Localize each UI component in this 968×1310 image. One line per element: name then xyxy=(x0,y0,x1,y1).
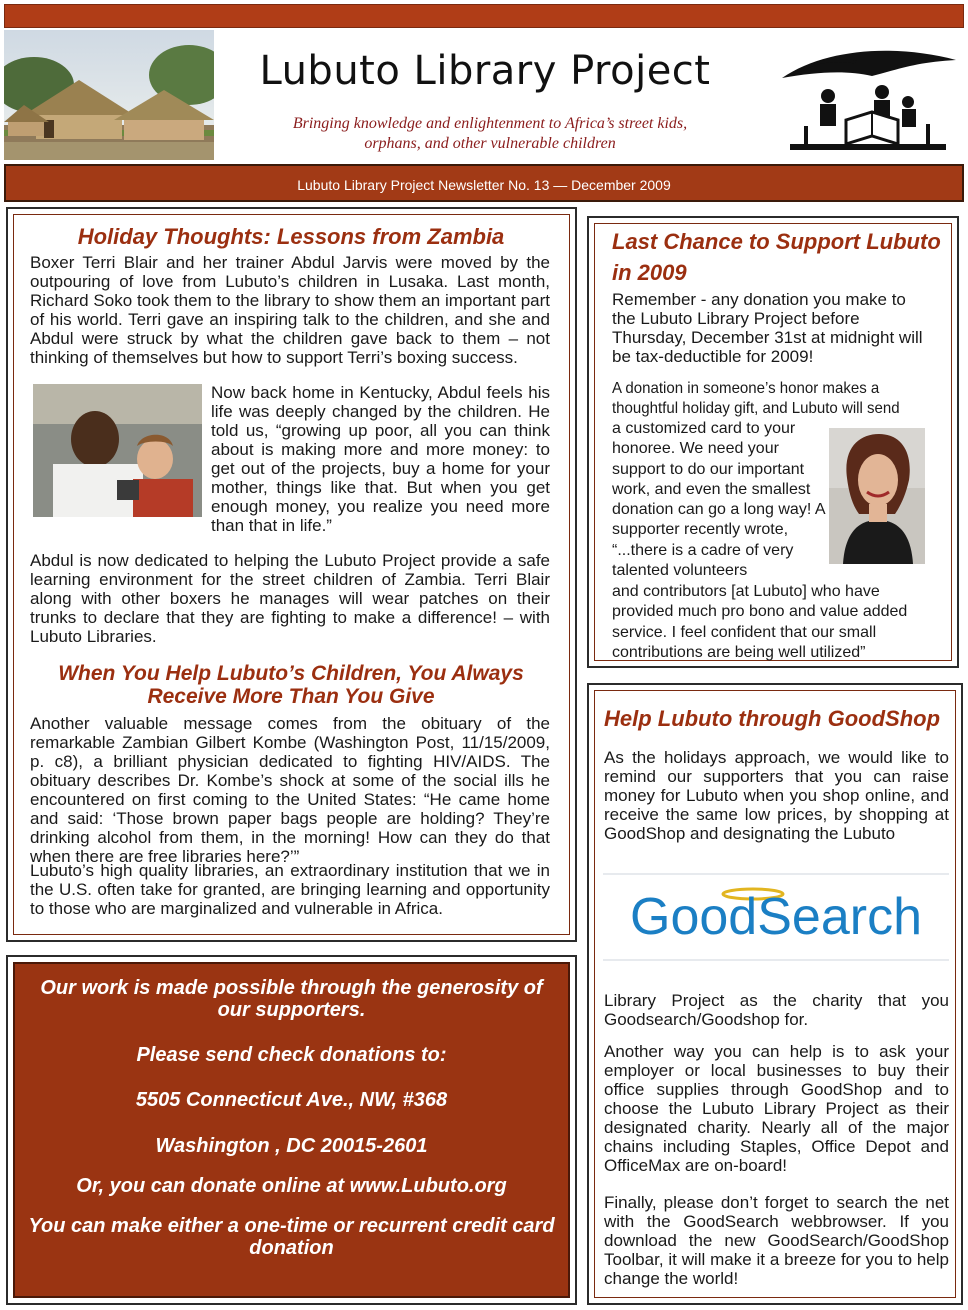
receive-more-heading-line-2: Receive More Than You Give xyxy=(147,685,435,708)
receive-more-para-2: Lubuto’s high quality libraries, an extraordinary institution that we in the U.S. often take for granted, are bringing learning and opportunity to those who are marginalized and vulnerable in Africa. xyxy=(30,861,550,918)
donation-address-street: 5505 Connecticut Ave., NW, #368 xyxy=(135,1089,448,1111)
donation-mail-instructions: Please send check donations to: xyxy=(136,1044,447,1066)
receive-more-para-1: Another valuable message comes from the obituary of the remarkable Zambian Gilbert Kombe (Washington Post, 11/15/2009, p. c8), a brilliant physician dedicated to fighting HIV/AIDS. The obituary describes Dr. Kombe’s shock at some of the social ills he encountered on first coming to the United States: “He came home and said: ‘Those brown paper bags people are holding? They’re drinking alcohol from them, in the morning! How can they do that when there are free libraries here?’” xyxy=(30,714,550,866)
donation-online-text: Or, you can donate online at www.Lubuto.org xyxy=(76,1175,507,1197)
boxer-and-trainer-photo xyxy=(33,384,202,517)
last-chance-para-2-end: and contributors [at Lubuto] who have provided much pro bono and value added service. I feel confident that our small contributions are being well utilized” xyxy=(612,583,908,661)
header-top-bar xyxy=(4,4,964,28)
lubuto-logo-icon xyxy=(776,40,960,158)
receive-more-heading xyxy=(20,662,562,708)
last-chance-para-2-wrap: a customized card to your honoree. We need your support to do our important work, and even the smallest donation can go a long way! A supporter recently wrote, “...there is a cadre of very talented volunteers xyxy=(612,420,825,580)
holiday-thoughts-para-1: Boxer Terri Blair and her trainer Abdul Jarvis were moved by the outpouring of love from Lubuto’s children in Lusaka. Last month, Richard Soko took them to the library to show them an important part of his world. Terri gave an inspiring talk to the children, and she and Abdul were struck by what the children gave back to them – not thinking of themselves but how to support Terri’s boxing success. xyxy=(30,253,550,367)
library-huts-photo xyxy=(4,30,214,160)
last-chance-heading-line-2: in 2009 xyxy=(612,260,687,285)
donation-credit-card-line-1: You can make either a one-time or recurrent credit card xyxy=(28,1215,555,1237)
goodshop-heading: Help Lubuto through GoodShop xyxy=(604,706,941,731)
newsletter-title: Lubuto Library Project xyxy=(259,48,711,94)
last-chance-para-2-line-1: A donation in someone’s honor makes a xyxy=(612,380,880,397)
goodsearch-logo xyxy=(603,872,949,962)
donation-thanks-line-2: our supporters. xyxy=(217,999,366,1021)
holiday-thoughts-para-3: Abdul is now dedicated to helping the Lubuto Project provide a safe learning environment for the street children of Zambia. Terri Blair along with other boxers he manages will wear patches on their trunks to declare that they are fighting to make a difference! – with Lubuto Libraries. xyxy=(30,551,550,646)
last-chance-heading-line-1: Last Chance to Support Lubuto xyxy=(612,229,941,254)
newsletter-issue-bar: Lubuto Library Project Newsletter No. 13 — December 2009 xyxy=(4,164,964,202)
donation-panel xyxy=(13,962,570,1298)
last-chance-para-2 xyxy=(612,379,922,420)
goodsearch-logo-text: GoodSearch xyxy=(630,888,922,946)
donation-credit-card-line-2: donation xyxy=(249,1237,334,1259)
donation-address-city: Washington , DC 20015-2601 xyxy=(155,1135,428,1157)
goodshop-para-3: Another way you can help is to ask your employer or local businesses to buy their office supplies through GoodShop and to choose the Lubuto Library Project as their designated charity. Nearly all of the major chains including Staples, Office Depot and OfficeMax are on-board! xyxy=(604,1042,949,1175)
receive-more-heading-line-1: When You Help Lubuto’s Children, You Always xyxy=(58,662,524,685)
goodshop-para-2: Library Project as the charity that you Goodsearch/Goodshop for. xyxy=(604,991,949,1029)
tagline-line-1: Bringing knowledge and enlightenment to Africa’s street kids, xyxy=(292,115,688,132)
supporter-portrait-photo xyxy=(829,428,925,564)
goodshop-para-1: As the holidays approach, we would like to remind our supporters that you can raise money for Lubuto when you shop online, and receive the same low prices, by shopping at GoodShop and designating the Lubuto xyxy=(604,748,949,843)
last-chance-heading xyxy=(612,226,952,288)
last-chance-para-2-line-2: thoughtful holiday gift, and Lubuto will send xyxy=(612,400,900,418)
goodshop-para-4: Finally, please don’t forget to search the net with the GoodSearch webbrowser. If you download the new GoodSearch/GoodShop Toolbar, it will make it a breeze for you to help change the world! xyxy=(604,1193,949,1288)
donation-thanks-line-1: Our work is made possible through the generosity of xyxy=(40,977,543,999)
tagline-line-2: orphans, and other vulnerable children xyxy=(364,135,616,152)
last-chance-para-1: Remember - any donation you make to the Lubuto Library Project before Thursday, December 31st at midnight will be tax-deductible for 2009! xyxy=(612,290,923,366)
tagline xyxy=(250,114,730,154)
holiday-thoughts-heading: Holiday Thoughts: Lessons from Zambia xyxy=(77,224,505,249)
holiday-thoughts-para-2: Now back home in Kentucky, Abdul feels his life was deeply changed by the children. He told us, “growing up poor, all you can think about is making more and more money: to get out of the projects, buy a home for your mother, things like that. But when you get enough money, you realize you need more than that in life.” xyxy=(211,383,550,535)
